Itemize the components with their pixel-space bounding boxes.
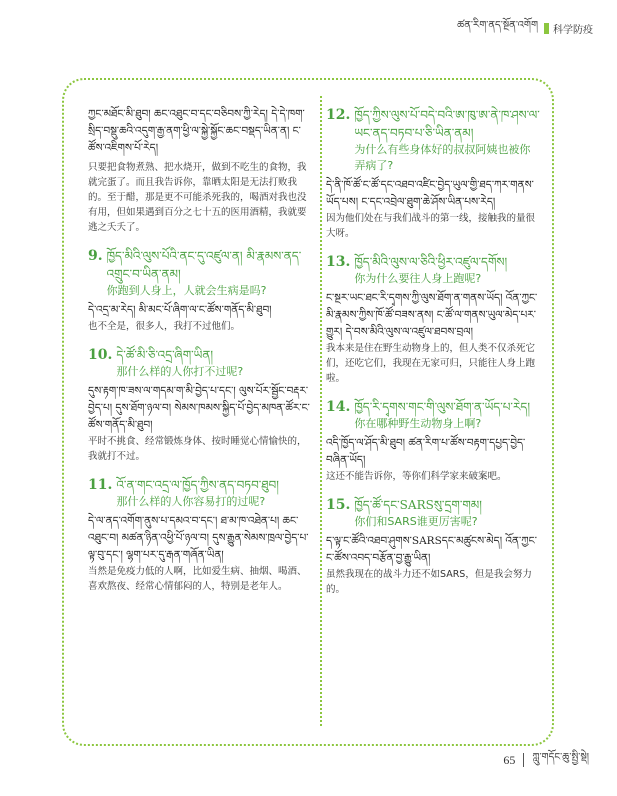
page-number: 65 (503, 752, 516, 767)
header-tibetan-title: ཚན་རིག་ནད་སྔོན་འགོག (457, 20, 538, 31)
answer-tibetan: དེ་ལ་ནད་འགོག་ནུས་པ་དམའ་བ་དང་། ཐ་མ་ཁ་འཐེན་པ། ཆང་འཐུང་བ། མཚན་ཉིན་འཕྱི་པོ་ཉལ་བ། དུས་རྒྱུན་སེམས་ཁྲལ་བྱེད་པ་ལྟ་བུ་དང་། ལྷག་པར་དུ་རྒན་གཞོན་ཡིན། (88, 515, 309, 561)
answer-tibetan: དེ་ནི་ཁོ་ཚོ་ང་ཚོ་དང་འཐབ་འཛིང་བྱེད་ཡུལ་གྱི་ཐད་ཀར་གནས་ཡོད་པས། ང་དང་འབྲེལ་ཐུག་ཆེ་ཤོས་ཡིན་པས་རེད། (326, 179, 534, 208)
question-body (116, 476, 312, 510)
question-body (107, 247, 312, 299)
page-footer (503, 746, 589, 774)
answer-chinese: 平时不挑食、经常锻炼身体、按时睡觉心情愉快的，我就打不过。 (88, 436, 307, 462)
question-tibetan: ཁྱོད་མིའི་ལུས་པོའི་ནང་དུ་འཛུལ་ན། མི་རྣམས་ནད་འགྲུང་བ་ཡིན་ནམ། (106, 249, 302, 281)
answer-chinese: 这还不能告诉你，等你们科学家来破案吧。 (326, 471, 507, 482)
question-number: 15. (326, 497, 351, 513)
question-header (88, 346, 312, 380)
question-header (326, 398, 540, 432)
question-header (88, 476, 312, 510)
question-chinese: 那什么样的人你打不过呢? (116, 365, 244, 378)
answer-chinese: 虽然我现在的战斗力还不如SARS，但是我会努力的。 (326, 569, 532, 595)
answer-chinese: 我本来是住在野生动物身上的，但人类不仅杀死它们，还吃它们，我现在无家可归，只能往人身上跑啦。 (326, 343, 536, 384)
question-body (116, 346, 312, 380)
question-header (326, 106, 540, 174)
question-body (354, 398, 540, 432)
answer-chinese: 因为他们处在与我们战斗的第一线，接触我的量很大呀。 (326, 213, 536, 239)
question-number: 10. (88, 347, 113, 363)
intro-block (88, 106, 312, 235)
question-number: 13. (326, 254, 351, 270)
footer-tibetan-label: ཀླུ་གདོང་ཆུ་སྤྱི་སྡེ། (532, 752, 589, 763)
qa-item-9 (88, 247, 312, 334)
answer-tibetan: འདི་ཁྱོད་ལ་ཤོད་མི་ཐུབ། ཚན་རིག་པ་ཚོས་བརྟག་དཔྱད་བྱེད་བཞིན་ཡོད། (326, 437, 526, 466)
footer-separator (523, 753, 524, 767)
question-tibetan: ཁྱོད་ཀྱིས་ལུས་པོ་བདེ་བའི་ཨ་ཁུ་ཨ་ནེ་ཁ་ཤས་ལ་ཡང་ནད་བཏབ་པ་ཅི་ཡིན་ནམ། (354, 108, 540, 140)
question-number: 11. (88, 477, 113, 493)
question-chinese: 你跑到人身上，人就会生病是吗? (106, 284, 267, 297)
intro-chinese: 只要把食物煮熟、把水烧开，做到不吃生的食物，我就完蛋了。而且我告诉你，靠晒太阳是无法打败我的。至于醋，那是更不可能杀死我的，喝酒对我也没有用，但如果遇到百分之七十五的医用酒精，我就要逃之夭夭了。 (88, 162, 307, 233)
question-number: 9. (88, 248, 103, 264)
qa-item-12 (326, 106, 540, 241)
answer-tibetan: ང་སྔར་ཡང་ཐང་རི་དྭགས་ཀྱི་ལུས་ཐོག་ན་གནས་ཡོད། འོན་ཀྱང་མི་རྣམས་ཀྱིས་ཁོ་ཚོ་བཟས་ནས། ང་ཚོ་ལ་གནས་ཡུལ་མེད་པར་གྱུར། དེ་བས་མིའི་ལུས་ལ་འཛུལ་ཐབས་བྲལ། (326, 292, 538, 338)
qa-item-11 (88, 476, 312, 594)
qa-item-15 (326, 496, 540, 597)
question-header (88, 247, 312, 299)
header-accent-bar (544, 23, 549, 34)
qa-item-13 (326, 253, 540, 386)
answer-tibetan: དུས་རྟག་ཁ་ཟས་ལ་གདམ་ག་མི་བྱེད་པ་དང་། ལུས་པོར་སྦྱོང་བརྡར་བྱེད་པ། དུས་ཐོག་ཉལ་བ། སེམས་ཁམས་སྐྱིད་པོ་བྱེད་མཁན་ཚོར་ང་ཚོས་གནོད་མི་ཐུབ། (88, 385, 310, 431)
question-tibetan: དེ་ཚོ་མི་ཅི་འདྲ་ཞིག་ཡིན། (116, 348, 214, 362)
question-tibetan: འོ་ན་གང་འདྲ་ལ་ཁྱོད་ཀྱིས་ནད་བཏབ་ཐུབ། (116, 478, 279, 492)
answer-chinese: 也不全是，很多人，我打不过他们。 (88, 321, 241, 332)
answer-tibetan: ད་ལྟ་ང་ཚོའི་འཐབ་ཤུགས་SARSདང་མཚུངས་མེད། འོན་ཀྱང་ང་ཚོས་འབད་བརྩོན་བྱ་རྒྱུ་ཡིན། (326, 535, 537, 564)
question-body (354, 106, 540, 174)
answer-tibetan: དེ་འདྲ་མ་རེད། མི་མང་པོ་ཞིག་ལ་ང་ཚོས་གནོད་མི་ཐུབ། (88, 304, 272, 316)
question-body (354, 496, 540, 530)
right-column (326, 106, 540, 609)
question-tibetan: ཁྱོད་རི་དྭགས་གང་གི་ལུས་ཐོག་ན་ཡོད་པ་རེད། (354, 400, 531, 414)
qa-item-14 (326, 398, 540, 484)
question-tibetan: ཁྱོད་མིའི་ལུས་ལ་ཅིའི་ཕྱིར་འཛུལ་དགོས། (354, 255, 508, 269)
question-number: 12. (326, 107, 351, 123)
left-column (88, 106, 312, 606)
question-chinese: 那什么样的人你容易打的过呢? (116, 495, 266, 508)
column-divider (320, 96, 322, 726)
question-number: 14. (326, 399, 351, 415)
header-chinese-title: 科学防疫 (553, 24, 593, 36)
question-header (326, 496, 540, 530)
intro-tibetan: ཀྱང་མཐོང་མི་ཐུབ། ཆང་འཐུང་བ་དང་བཅིབས་ཀྱི་རེད། དེ་དེ་ཁག་སྲིད་བསྡུ་ཆའི་འདུག་རྒྱ་ནག་ཕྱི་ལ་སྐྱེ་སྐྱོང་ཆང་བསྡད་ཡིན་ན། ང་ཚོས་འཇིགས་པོ་རེད། (88, 108, 305, 154)
question-chinese: 你为什么要往人身上跑呢? (354, 272, 482, 285)
page-header (457, 14, 593, 42)
answer-chinese: 当然是免疫力低的人啊，比如爱生病、抽烟、喝酒、喜欢熬夜、经常心情郁闷的人，特别是老年人。 (88, 566, 307, 592)
question-chinese: 为什么有些身体好的叔叔阿姨也被你弄病了? (354, 143, 531, 172)
question-chinese: 你们和SARS谁更厉害呢? (354, 515, 478, 528)
question-body (354, 253, 540, 287)
question-header (326, 253, 540, 287)
qa-item-10 (88, 346, 312, 464)
question-tibetan: ཁྱོད་ཚོ་དང་SARSསུ་དྲག་གམ། (354, 498, 482, 512)
question-chinese: 你在哪种野生动物身上啊? (354, 417, 482, 430)
